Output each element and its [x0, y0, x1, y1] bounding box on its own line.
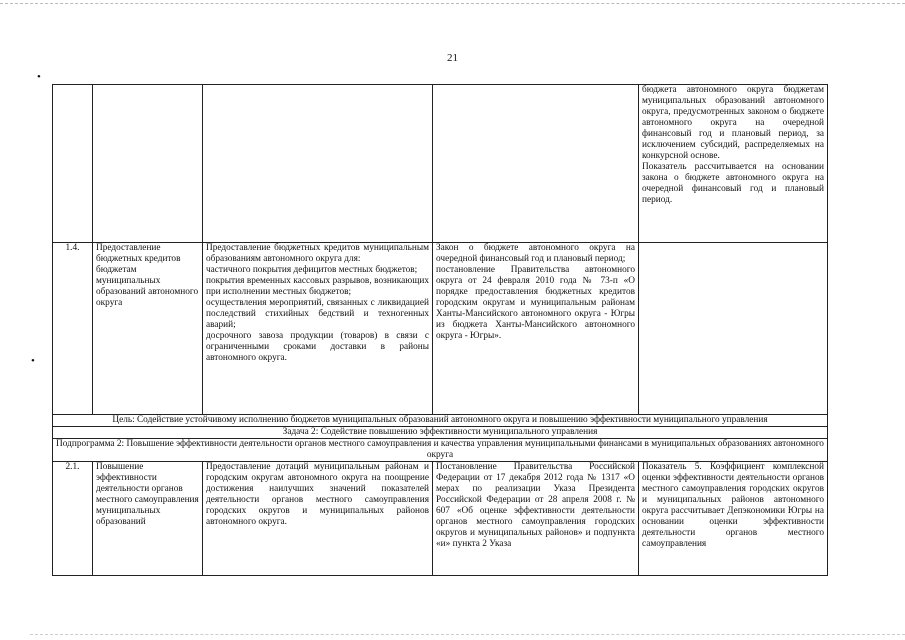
subprogram-row	[53, 439, 828, 462]
scan-dot: •	[31, 355, 35, 367]
scan-dot: •	[37, 71, 41, 83]
description-line: частичного покрытия дефицитов местных бюджетов;	[206, 265, 418, 275]
page-number: 21	[447, 52, 458, 64]
row-number: 1.4.	[53, 243, 93, 415]
legal-basis-line: постановление Правительства автономного округа от 24 февраля 2010 года № 73-п «О порядке предоставления бюджетных кредитов городским округам и муниципальным районам Ханты-Мансийского автономного округа - Югры из бюджета Ханты-Мансийского автономного округа - Югры».	[436, 265, 635, 341]
task-row	[53, 427, 828, 439]
measure-description: Предоставление дотаций муниципальным районам и городским округам автономного округа на поощрение достижения наилучших значений показателей деятельности органов местного самоуправления городских округов и муниципальных районов автономного округа.	[203, 462, 433, 576]
indicator-text: бюджета автономного округа бюджетам муниципальных образований автономного округа, предусмотренных законом о бюджете автономного округа на очередной финансовый год и плановый период, за исключением субсидий, распределяемых на конкурсной основе.	[642, 85, 824, 161]
subprogram-text: Подпрограмма 2: Повышение эффективности деятельности органов местного самоуправления и качества управления муниципальными финансами в муниципальных образованиях автономного округа	[53, 439, 828, 462]
table-row	[53, 462, 828, 576]
scan-edge-top	[0, 3, 905, 4]
scan-edge-bottom	[30, 634, 905, 635]
cell-num	[53, 85, 93, 243]
description-line: осуществления мероприятий, связанных с ликвидацией последствий стихийных бедствий и техногенных аварий;	[206, 298, 429, 330]
legal-basis: Постановление Правительства Российской Федерации от 17 декабря 2012 года № 1317 «О мерах по реализации Указа Президента Российской Федерации от 28 апреля 2008 г. № 607 «Об оценке эффективности деятельности органов местного самоуправления городских округов и муниципальных районов» и подпункта «и» пункта 2 Указа	[433, 462, 639, 576]
measure-name: Повышение эффективности деятельности органов местного самоуправления муниципальных образований	[93, 462, 203, 576]
cell-legal-basis	[433, 85, 639, 243]
measure-description	[203, 243, 433, 415]
description-line: Предоставление бюджетных кредитов муниципальным образованиям автономного округа для:	[206, 243, 429, 264]
cell-name	[93, 85, 203, 243]
measure-name: Предоставление бюджетных кредитов бюджетам муниципальных образований автономного округа	[93, 243, 203, 415]
table-row	[53, 243, 828, 415]
row-number: 2.1.	[53, 462, 93, 576]
program-measures-table	[52, 84, 828, 576]
task-text: Задача 2: Содействие повышению эффективности муниципального управления	[53, 427, 828, 439]
cell-indicator	[639, 243, 828, 415]
indicator-note: Показатель рассчитывается на основании закона о бюджете автономного округа на очередной финансовый год и плановый период.	[642, 162, 824, 205]
indicator: Показатель 5. Коэффициент комплексной оценки эффективности деятельности органов местного самоуправления городских округов и муниципальных районов автономного округа рассчитывает Депэкономики Югры на основании оценки эффективности деятельности органов местного самоуправления	[639, 462, 828, 576]
goal-row	[53, 415, 828, 427]
description-line: покрытия временных кассовых разрывов, возникающих при исполнении местных бюджетов;	[206, 276, 429, 297]
table-row	[53, 85, 828, 243]
description-line: досрочного завоза продукции (товаров) в связи с ограниченными сроками доставки в районы автономного округа.	[206, 331, 429, 363]
cell-indicator	[639, 85, 828, 243]
goal-text: Цель: Содействие устойчивому исполнению бюджетов муниципальных образований автономного округа и повышению эффективности муниципального управления	[53, 415, 828, 427]
legal-basis-line: Закон о бюджете автономного округа на очередной финансовый год и плановый период;	[436, 243, 635, 264]
cell-description	[203, 85, 433, 243]
legal-basis	[433, 243, 639, 415]
